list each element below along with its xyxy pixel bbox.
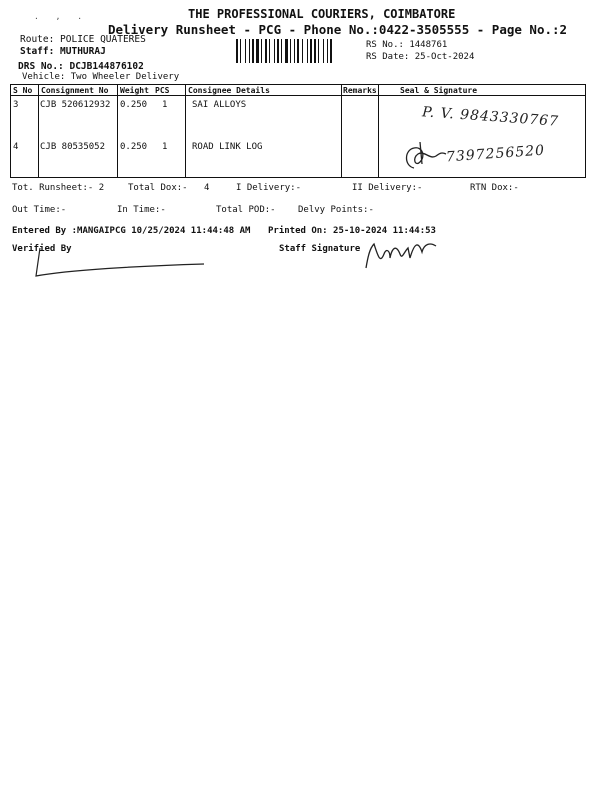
barcode-bar xyxy=(330,39,332,63)
out-time: Out Time:- xyxy=(12,205,67,215)
printed-on: Printed On: 25-10-2024 11:44:53 xyxy=(268,226,436,236)
row2-signature-scribble-icon xyxy=(400,138,450,174)
barcode-bar xyxy=(261,39,262,63)
header-seal-signature: Seal & Signature xyxy=(400,86,478,95)
row2-handwritten-phone: 7397256520 xyxy=(445,142,546,166)
header-sno: S No xyxy=(13,86,33,95)
company-name: THE PROFESSIONAL COURIERS, COIMBATORE xyxy=(188,7,456,21)
entered-by: Entered By :MANGAIPCG 10/25/2024 11:44:48 AM xyxy=(12,226,251,236)
total-dox-label: Total Dox:- xyxy=(128,183,188,193)
staff-signature-label: Staff Signature xyxy=(279,244,361,254)
table-header-rule xyxy=(10,95,586,96)
row1-weight: 0.250 xyxy=(120,100,148,110)
row1-consignment: CJB 520612932 xyxy=(40,100,111,110)
runsheet-table xyxy=(10,84,586,178)
barcode-bar xyxy=(318,39,319,63)
total-runsheet: Tot. Runsheet:- 2 xyxy=(12,183,105,193)
verified-signature-scribble-icon xyxy=(28,246,208,280)
barcode-bar xyxy=(285,39,288,63)
runsheet-title: Delivery Runsheet - PCG - Phone No.:0422-3505555 - Page No.:2 xyxy=(108,22,568,37)
total-pod: Total POD:- xyxy=(216,205,276,215)
rs-number: RS No.: 1448761 xyxy=(366,40,448,50)
vehicle-label: Vehicle: Two Wheeler Delivery xyxy=(22,72,180,82)
header-consignee: Consignee Details xyxy=(188,86,270,95)
route-label: Route: POLICE QUATERES xyxy=(20,34,146,45)
row1-pcs: 1 xyxy=(162,100,168,110)
col-divider xyxy=(378,84,379,178)
row1-sno: 3 xyxy=(13,100,19,110)
barcode-bar xyxy=(252,39,254,63)
barcode-bar xyxy=(307,39,308,63)
col-divider xyxy=(117,84,118,178)
col-divider xyxy=(10,84,11,178)
verified-by-label: Verified By xyxy=(12,244,72,254)
barcode-bar xyxy=(236,39,238,63)
row2-sno: 4 xyxy=(13,142,19,152)
total-dox-count: 4 xyxy=(204,183,210,193)
barcode-bar xyxy=(302,39,303,63)
barcode-bar xyxy=(265,39,267,63)
row1-handwritten-signature: P. V. 9843330767 xyxy=(421,104,560,130)
barcode-bar xyxy=(245,39,246,63)
barcode-bar xyxy=(290,39,291,63)
barcode-bar xyxy=(269,39,270,63)
row2-weight: 0.250 xyxy=(120,142,148,152)
barcode-bar xyxy=(294,39,295,63)
staff-signature-scribble-icon xyxy=(360,234,440,274)
rs-date: RS Date: 25-Oct-2024 xyxy=(366,52,475,62)
in-time: In Time:- xyxy=(117,205,166,215)
drs-number: DRS No.: DCJB144876102 xyxy=(18,61,144,72)
table-bottom-rule xyxy=(10,177,586,178)
col-divider xyxy=(38,84,39,178)
barcode-bar xyxy=(256,39,259,63)
row2-pcs: 1 xyxy=(162,142,168,152)
barcode-bar xyxy=(281,39,282,63)
barcode-bar xyxy=(310,39,312,63)
header-consignment: Consignment No xyxy=(41,86,109,95)
col-divider xyxy=(185,84,186,178)
barcode-bar xyxy=(274,39,275,63)
header-pcs: PCS xyxy=(155,86,170,95)
ii-delivery: II Delivery:- xyxy=(352,183,423,193)
header-remarks: Remarks xyxy=(343,86,377,95)
row2-consignee: ROAD LINK LOG xyxy=(192,142,263,152)
barcode xyxy=(236,39,356,63)
col-divider xyxy=(585,84,586,178)
barcode-bar xyxy=(240,39,241,63)
barcode-bar xyxy=(314,39,316,63)
row2-consignment: CJB 80535052 xyxy=(40,142,106,152)
barcode-bar xyxy=(277,39,279,63)
delvy-points: Delvy Points:- xyxy=(298,205,374,215)
barcode-bar xyxy=(323,39,324,63)
barcode-bar xyxy=(297,39,299,63)
barcode-bar xyxy=(327,39,328,63)
rtn-dox: RTN Dox:- xyxy=(470,183,519,193)
row1-consignee: SAI ALLOYS xyxy=(192,100,247,110)
col-divider xyxy=(341,84,342,178)
scan-specks: . , . xyxy=(34,12,89,21)
barcode-bar xyxy=(249,39,250,63)
header-weight: Weight xyxy=(120,86,149,95)
staff-label: Staff: MUTHURAJ xyxy=(20,46,106,57)
table-top-rule xyxy=(10,84,586,85)
i-delivery: I Delivery:- xyxy=(236,183,302,193)
